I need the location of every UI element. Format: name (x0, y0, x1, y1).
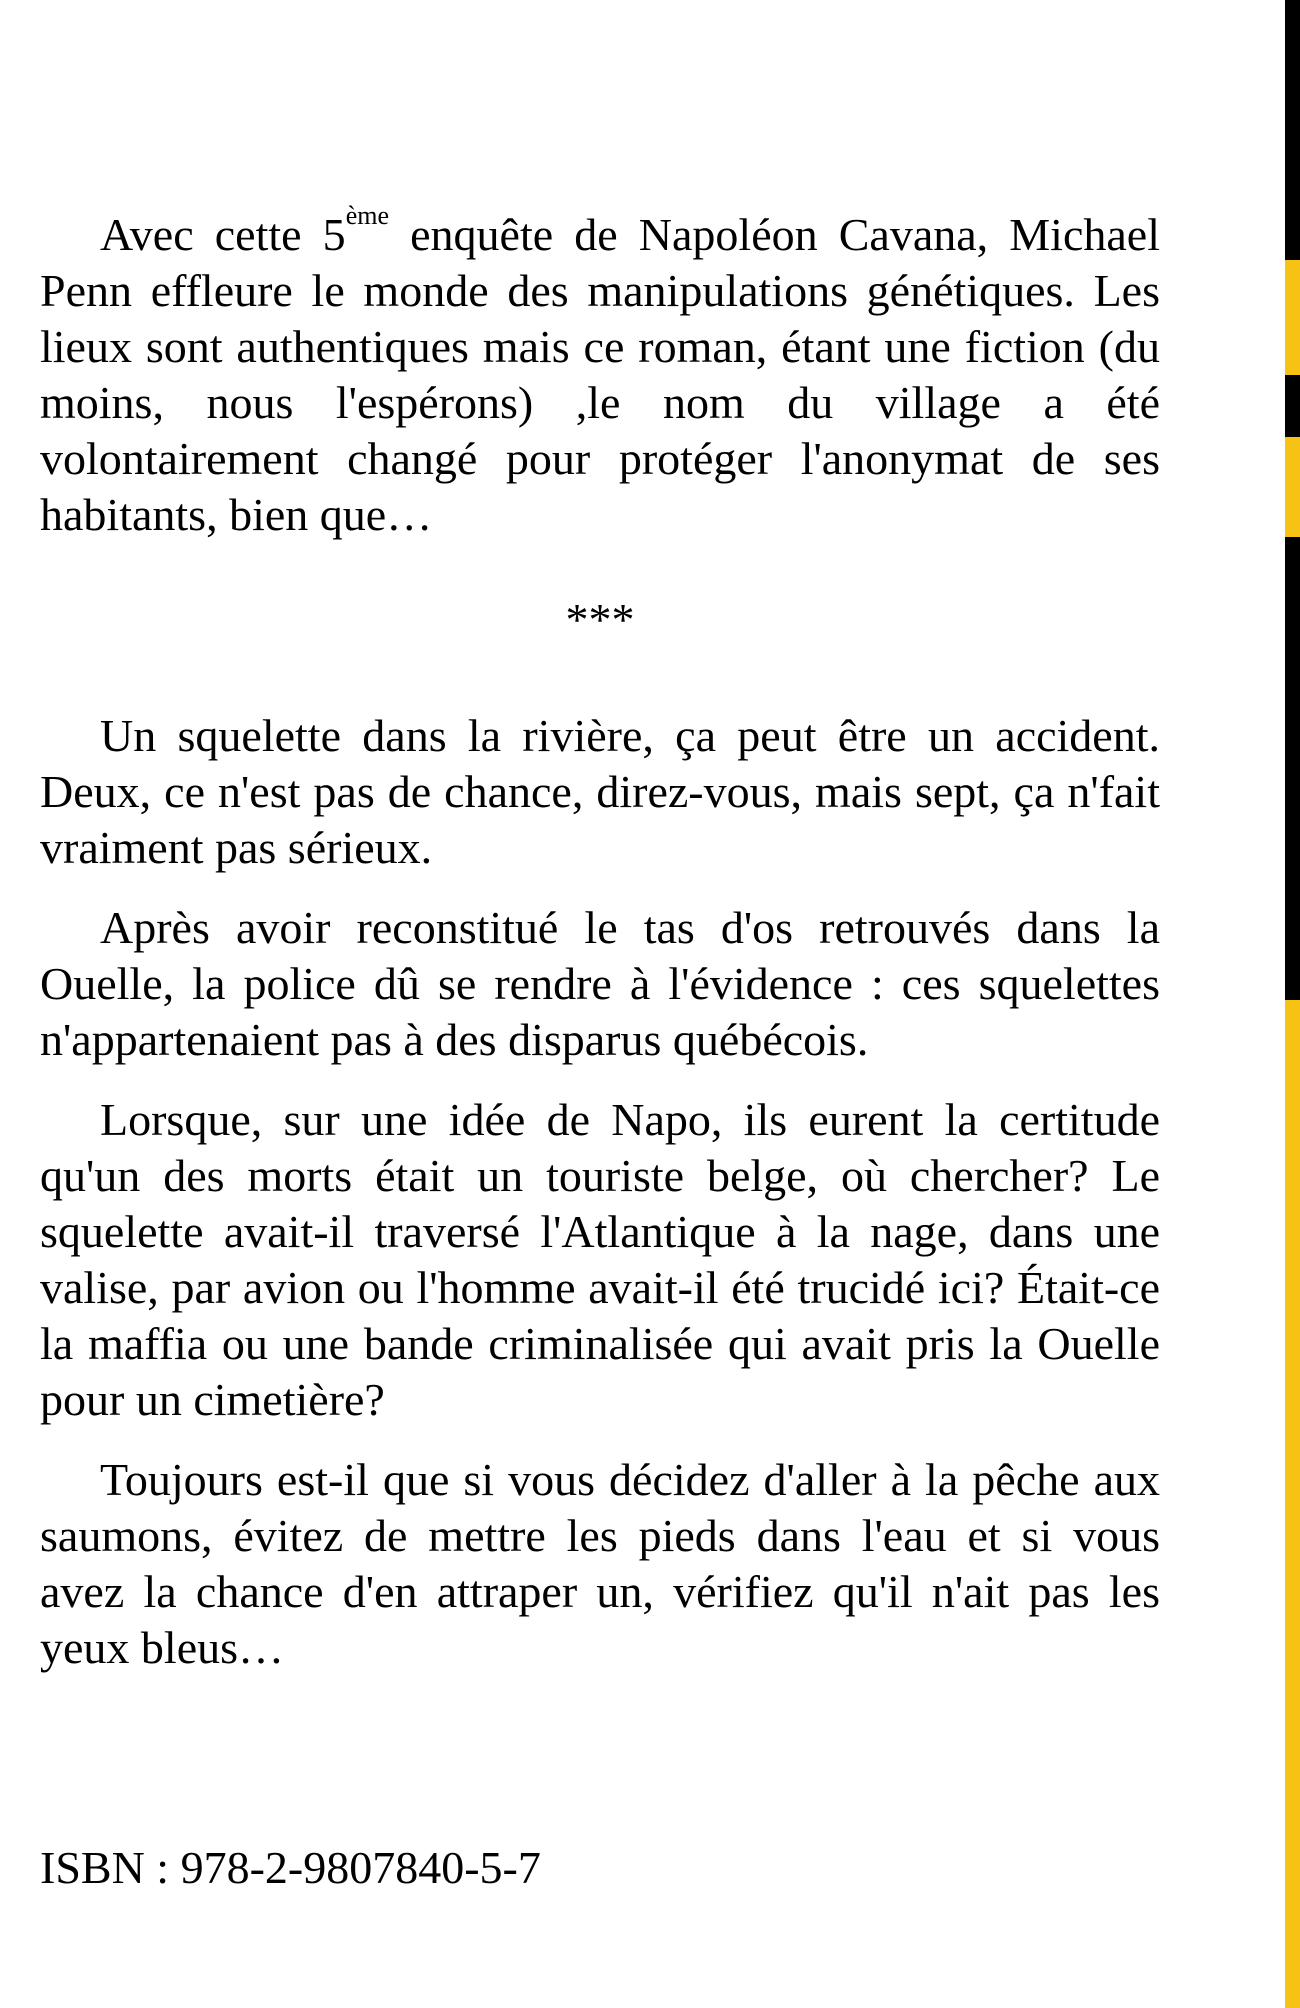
summary-block (40, 708, 1160, 1676)
section-separator: *** (565, 594, 635, 645)
summary-paragraph-4: Toujours est-il que si vous décidez d'aller à la pêche aux saumons, évitez de mettre les pieds dans l'eau et si vous avez la chance d'en attraper un, vérifiez qu'il n'ait pas les yeux bleus… (40, 1454, 1160, 1673)
spine-yellow-band-3 (1285, 1000, 1300, 2008)
spine-yellow-band-1 (1285, 260, 1300, 375)
intro-text-start: Avec cette 5 (100, 209, 346, 260)
intro-text-rest: enquête de Napoléon Cavana, Michael Penn effleure le monde des manipulations génétiques. Les lieux sont authentiques mais ce roman, étant une fiction (du moins, nous l'espérons) ,le nom du village a été volontairement changé pour protéger l'anonymat de ses habitants, bien que… (40, 209, 1160, 540)
spine-yellow-band-2 (1285, 437, 1300, 537)
ordinal-suffix: ème (345, 201, 389, 230)
summary-paragraph-3: Lorsque, sur une idée de Napo, ils eurent la certitude qu'un des morts était un touriste belge, où chercher? Le squelette avait-il traversé l'Atlantique à la nage, dans une valise, par avion ou l'homme avait-il été trucidé ici? Était-ce la maffia ou une bande criminalisée qui avait pris la Ouelle pour un cimetière? (40, 1094, 1160, 1425)
summary-paragraph-2: Après avoir reconstitué le tas d'os retrouvés dans la Ouelle, la police dû se rendre à l'évidence : ces squelettes n'appartenaient pas à des disparus québécois. (40, 902, 1160, 1065)
isbn-number: ISBN : 978-2-9807840-5-7 (40, 1842, 541, 1893)
summary-paragraph-1: Un squelette dans la rivière, ça peut être un accident. Deux, ce n'est pas de chance, direz-vous, mais sept, ça n'fait vraiment pas sérieux. (40, 710, 1160, 873)
intro-paragraph (40, 201, 1160, 543)
intro-block (40, 201, 1160, 543)
